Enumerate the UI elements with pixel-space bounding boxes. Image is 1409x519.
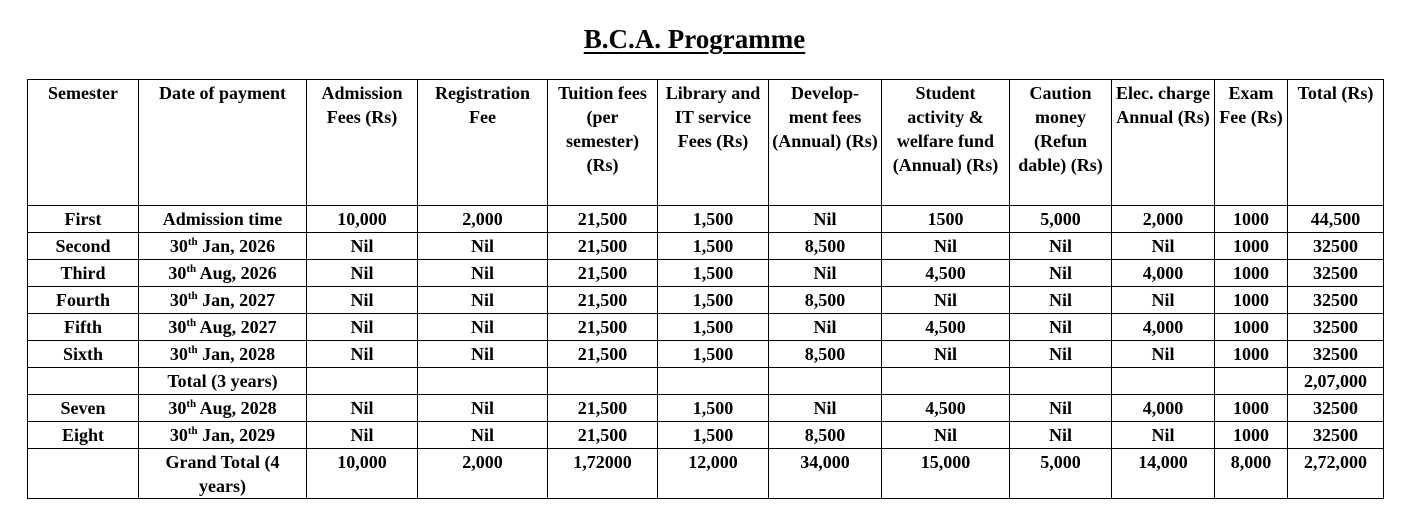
- semester-cell: [28, 449, 139, 499]
- empty-cell: [882, 368, 1010, 395]
- empty-cell: [1112, 368, 1215, 395]
- student-cell: Nil: [882, 341, 1010, 368]
- registration-cell: 2,000: [418, 206, 548, 233]
- elec-cell: 4,000: [1112, 260, 1215, 287]
- total-cell: 32500: [1288, 422, 1384, 449]
- date-cell: Admission time: [139, 206, 307, 233]
- grand-total-cell: 2,72,000: [1288, 449, 1384, 499]
- tuition-cell: 21,500: [548, 260, 658, 287]
- page-title: [0, 24, 1389, 55]
- date-month-year: Jan, 2027: [197, 290, 276, 310]
- tuition-cell: 21,500: [548, 395, 658, 422]
- date-cell: [139, 341, 307, 368]
- date-month-year: Jan, 2029: [197, 425, 276, 445]
- library-cell: 1,500: [658, 395, 769, 422]
- date-ordinal: th: [187, 236, 198, 248]
- grand-total-label: Grand Total (4 years): [139, 449, 307, 499]
- date-cell: [139, 314, 307, 341]
- admission-cell: Nil: [307, 314, 418, 341]
- registration-cell: Nil: [418, 341, 548, 368]
- exam-cell: 1000: [1215, 287, 1288, 314]
- exam-cell: 1000: [1215, 422, 1288, 449]
- exam-cell: 1000: [1215, 206, 1288, 233]
- admission-cell: Nil: [307, 260, 418, 287]
- caution-cell: Nil: [1010, 341, 1112, 368]
- header-exam: Exam Fee (Rs): [1215, 80, 1288, 206]
- date-month-year: Jan, 2026: [197, 236, 276, 256]
- admission-cell: Nil: [307, 233, 418, 260]
- exam-cell: 1000: [1215, 395, 1288, 422]
- admission-cell: Nil: [307, 422, 418, 449]
- semester-cell: Fifth: [28, 314, 139, 341]
- empty-cell: [658, 368, 769, 395]
- table-row: [28, 233, 1384, 260]
- grand-development-cell: 34,000: [769, 449, 882, 499]
- semester-cell: Eight: [28, 422, 139, 449]
- header-tuition: Tuition fees (per semester) (Rs): [548, 80, 658, 206]
- admission-cell: Nil: [307, 287, 418, 314]
- table-row: [28, 395, 1384, 422]
- elec-cell: Nil: [1112, 422, 1215, 449]
- date-month-year: Aug, 2026: [196, 263, 277, 283]
- table-row: [28, 206, 1384, 233]
- tuition-cell: 21,500: [548, 233, 658, 260]
- semester-cell: Fourth: [28, 287, 139, 314]
- date-ordinal: th: [186, 263, 197, 275]
- tuition-cell: 21,500: [548, 287, 658, 314]
- total-cell: 32500: [1288, 287, 1384, 314]
- date-month-year: Aug, 2027: [196, 317, 277, 337]
- total-cell: 32500: [1288, 260, 1384, 287]
- library-cell: 1,500: [658, 422, 769, 449]
- date-month-year: Jan, 2028: [197, 344, 276, 364]
- exam-cell: 1000: [1215, 260, 1288, 287]
- total-cell: 32500: [1288, 314, 1384, 341]
- registration-cell: Nil: [418, 314, 548, 341]
- date-month-year: Aug, 2028: [196, 398, 277, 418]
- date-day: 30: [169, 236, 188, 256]
- semester-cell: [28, 368, 139, 395]
- caution-cell: Nil: [1010, 422, 1112, 449]
- student-cell: Nil: [882, 422, 1010, 449]
- registration-cell: Nil: [418, 422, 548, 449]
- library-cell: 1,500: [658, 341, 769, 368]
- student-cell: Nil: [882, 233, 1010, 260]
- admission-cell: 10,000: [307, 206, 418, 233]
- semester-cell: Seven: [28, 395, 139, 422]
- empty-cell: [1215, 368, 1288, 395]
- date-day: 30: [169, 425, 188, 445]
- date-cell: [139, 260, 307, 287]
- elec-cell: Nil: [1112, 233, 1215, 260]
- student-cell: Nil: [882, 287, 1010, 314]
- header-semester: Semester: [28, 80, 139, 206]
- header-elec: Elec. charge Annual (Rs): [1112, 80, 1215, 206]
- grand-library-cell: 12,000: [658, 449, 769, 499]
- title-text: B.C.A. Programme: [583, 24, 806, 54]
- empty-cell: [418, 368, 548, 395]
- header-total: Total (Rs): [1288, 80, 1384, 206]
- table-row: [28, 260, 1384, 287]
- total-cell: 32500: [1288, 233, 1384, 260]
- header-development: Develop-ment fees (Annual) (Rs): [769, 80, 882, 206]
- total-cell: 44,500: [1288, 206, 1384, 233]
- date-ordinal: th: [187, 344, 198, 356]
- caution-cell: Nil: [1010, 260, 1112, 287]
- grand-caution-cell: 5,000: [1010, 449, 1112, 499]
- grand-registration-cell: 2,000: [418, 449, 548, 499]
- development-cell: Nil: [769, 395, 882, 422]
- student-cell: 4,500: [882, 260, 1010, 287]
- development-cell: Nil: [769, 206, 882, 233]
- student-cell: 4,500: [882, 314, 1010, 341]
- admission-cell: Nil: [307, 341, 418, 368]
- semester-cell: Third: [28, 260, 139, 287]
- table-row: [28, 314, 1384, 341]
- date-cell: [139, 422, 307, 449]
- elec-cell: Nil: [1112, 287, 1215, 314]
- elec-cell: Nil: [1112, 341, 1215, 368]
- tuition-cell: 21,500: [548, 341, 658, 368]
- grand-tuition-cell: 1,72000: [548, 449, 658, 499]
- tuition-cell: 21,500: [548, 422, 658, 449]
- student-cell: 4,500: [882, 395, 1010, 422]
- semester-cell: First: [28, 206, 139, 233]
- table-row: [28, 422, 1384, 449]
- tuition-cell: 21,500: [548, 206, 658, 233]
- semester-cell: Sixth: [28, 341, 139, 368]
- development-cell: 8,500: [769, 341, 882, 368]
- library-cell: 1,500: [658, 206, 769, 233]
- grand-total-row: [28, 449, 1384, 499]
- development-cell: 8,500: [769, 233, 882, 260]
- date-day: 30: [169, 290, 188, 310]
- development-cell: 8,500: [769, 287, 882, 314]
- admission-cell: Nil: [307, 395, 418, 422]
- caution-cell: Nil: [1010, 314, 1112, 341]
- total-cell: 32500: [1288, 341, 1384, 368]
- header-student: Student activity & welfare fund (Annual) (Rs): [882, 80, 1010, 206]
- subtotal-row: [28, 368, 1384, 395]
- table-row: [28, 341, 1384, 368]
- library-cell: 1,500: [658, 314, 769, 341]
- date-ordinal: th: [186, 398, 197, 410]
- elec-cell: 4,000: [1112, 395, 1215, 422]
- date-cell: [139, 395, 307, 422]
- elec-cell: 2,000: [1112, 206, 1215, 233]
- grand-exam-cell: 8,000: [1215, 449, 1288, 499]
- grand-student-cell: 15,000: [882, 449, 1010, 499]
- registration-cell: Nil: [418, 287, 548, 314]
- caution-cell: Nil: [1010, 395, 1112, 422]
- total-cell: 32500: [1288, 395, 1384, 422]
- registration-cell: Nil: [418, 395, 548, 422]
- fee-table: [27, 79, 1384, 499]
- empty-cell: [548, 368, 658, 395]
- date-day: 30: [168, 398, 187, 418]
- tuition-cell: 21,500: [548, 314, 658, 341]
- caution-cell: Nil: [1010, 287, 1112, 314]
- registration-cell: Nil: [418, 233, 548, 260]
- date-day: 30: [168, 263, 187, 283]
- development-cell: Nil: [769, 314, 882, 341]
- exam-cell: 1000: [1215, 341, 1288, 368]
- header-caution: Caution money (Refun dable) (Rs): [1010, 80, 1112, 206]
- exam-cell: 1000: [1215, 314, 1288, 341]
- fee-table-body: [28, 206, 1384, 499]
- development-cell: Nil: [769, 260, 882, 287]
- caution-cell: Nil: [1010, 233, 1112, 260]
- date-ordinal: th: [186, 317, 197, 329]
- exam-cell: 1000: [1215, 233, 1288, 260]
- empty-cell: [1010, 368, 1112, 395]
- header-row: [28, 80, 1384, 206]
- development-cell: 8,500: [769, 422, 882, 449]
- header-registration: Registration Fee: [418, 80, 548, 206]
- empty-cell: [769, 368, 882, 395]
- date-day: 30: [168, 317, 187, 337]
- date-day: 30: [169, 344, 188, 364]
- library-cell: 1,500: [658, 260, 769, 287]
- date-cell: [139, 287, 307, 314]
- date-ordinal: th: [187, 290, 198, 302]
- library-cell: 1,500: [658, 287, 769, 314]
- subtotal-label: Total (3 years): [139, 368, 307, 395]
- library-cell: 1,500: [658, 233, 769, 260]
- grand-admission-cell: 10,000: [307, 449, 418, 499]
- header-library: Library and IT service Fees (Rs): [658, 80, 769, 206]
- empty-cell: [307, 368, 418, 395]
- grand-elec-cell: 14,000: [1112, 449, 1215, 499]
- student-cell: 1500: [882, 206, 1010, 233]
- caution-cell: 5,000: [1010, 206, 1112, 233]
- header-date: Date of payment: [139, 80, 307, 206]
- registration-cell: Nil: [418, 260, 548, 287]
- date-cell: [139, 233, 307, 260]
- elec-cell: 4,000: [1112, 314, 1215, 341]
- header-admission: Admission Fees (Rs): [307, 80, 418, 206]
- subtotal-total: 2,07,000: [1288, 368, 1384, 395]
- date-ordinal: th: [187, 425, 198, 437]
- table-row: [28, 287, 1384, 314]
- semester-cell: Second: [28, 233, 139, 260]
